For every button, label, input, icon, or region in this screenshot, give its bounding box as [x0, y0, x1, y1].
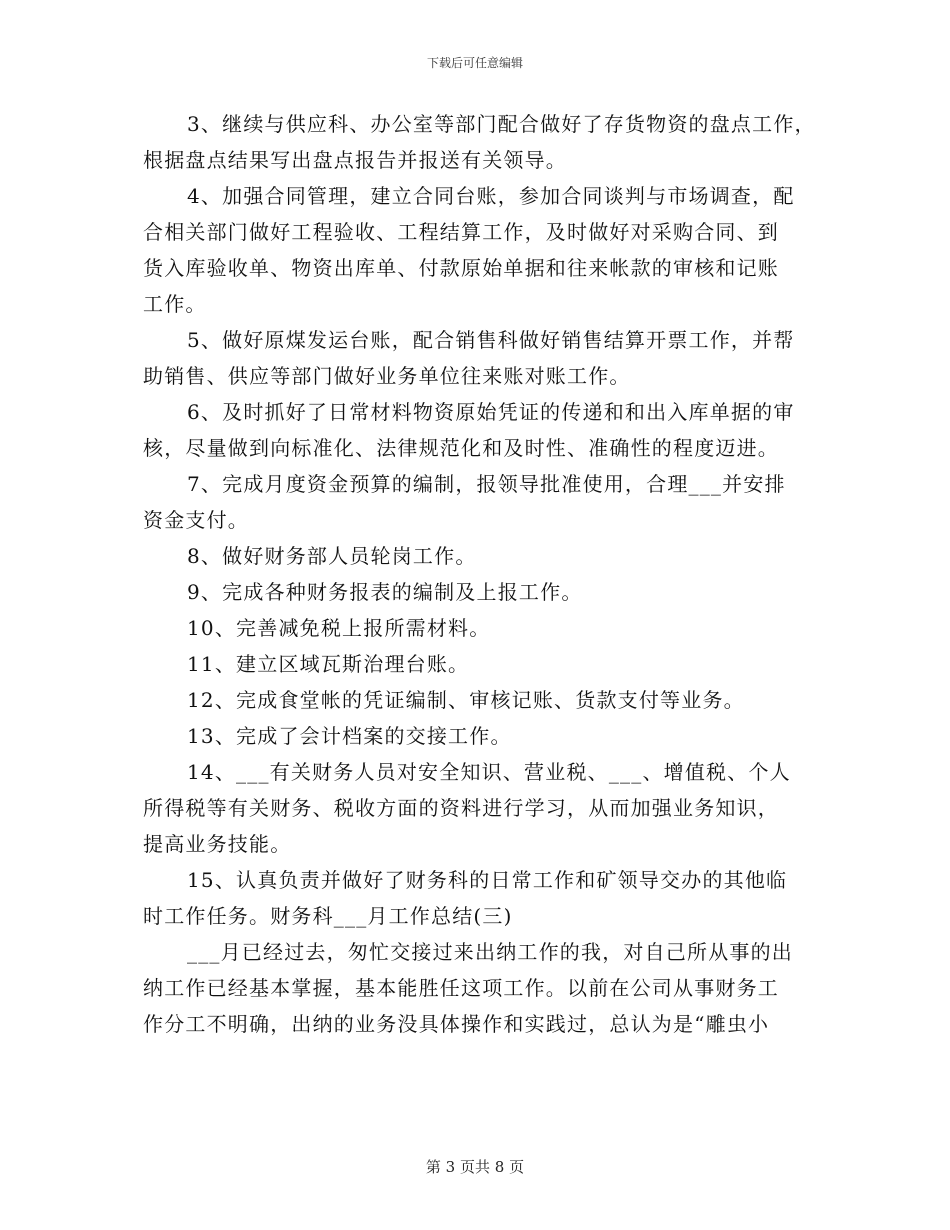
text-line: 13、完成了会计档案的交接工作。: [187, 724, 512, 748]
page-header: 下载后可任意编辑: [426, 56, 523, 70]
text-line: 纳工作已经基本掌握，基本能胜任这项工作。以前在公司从事财务工: [143, 976, 779, 1000]
text-line: 5、做好原煤发运台账，配合销售科做好销售结算开票工作，并帮: [187, 328, 795, 352]
document-body: [143, 106, 816, 1042]
text-line: 核，尽量做到向标准化、法律规范化和及时性、准确性的程度迈进。: [143, 436, 779, 460]
text-line: 助销售、供应等部门做好业务单位往来账对账工作。: [143, 364, 631, 388]
text-line: 资金支付。: [143, 508, 249, 532]
text-line: 8、做好财务部人员轮岗工作。: [187, 544, 477, 568]
text-line: 合相关部门做好工程验收、工程结算工作，及时做好对采购合同、到: [143, 220, 779, 244]
text-line: 12、完成食堂帐的凭证编制、审核记账、货款支付等业务。: [187, 688, 745, 712]
page-footer: 第 3 页共 8 页: [425, 1158, 525, 1176]
text-line: 根据盘点结果写出盘点报告并报送有关领导。: [143, 148, 567, 172]
text-line: 6、及时抓好了日常材料物资原始凭证的传递和和出入库单据的审: [187, 400, 795, 424]
text-line: 所得税等有关财务、税收方面的资料进行学习，从而加强业务知识，: [143, 796, 779, 820]
text-line: 3、继续与供应科、办公室等部门配合做好了存货物资的盘点工作，: [187, 112, 816, 136]
text-line: 货入库验收单、物资出库单、付款原始单据和往来帐款的审核和记账: [143, 256, 779, 280]
text-line: 工作。: [143, 292, 207, 316]
text-line: 15、认真负责并做好了财务科的日常工作和矿领导交办的其他临: [187, 868, 788, 892]
text-line: 4、加强合同管理，建立合同台账，参加合同谈判与市场调查，配: [187, 184, 795, 208]
text-line: 11、建立区域瓦斯治理台账。: [187, 652, 470, 676]
text-line: ___月已经过去，匆忙交接过来出纳工作的我，对自己所从事的出: [187, 940, 793, 964]
text-line: 作分工不明确，出纳的业务没具体操作和实践过，总认为是“雕虫小: [143, 1012, 770, 1036]
text-line: 9、完成各种财务报表的编制及上报工作。: [187, 580, 583, 604]
text-line: 提高业务技能。: [143, 832, 292, 856]
text-line: 10、完善减免税上报所需材料。: [187, 616, 491, 640]
text-line: 14、___有关财务人员对安全知识、营业税、___、增值税、个人: [187, 760, 791, 784]
text-line: 时工作任务。财务科___月工作总结(三): [143, 904, 513, 928]
text-line: 7、完成月度资金预算的编制，报领导批准使用，合理___并安排: [187, 472, 786, 496]
